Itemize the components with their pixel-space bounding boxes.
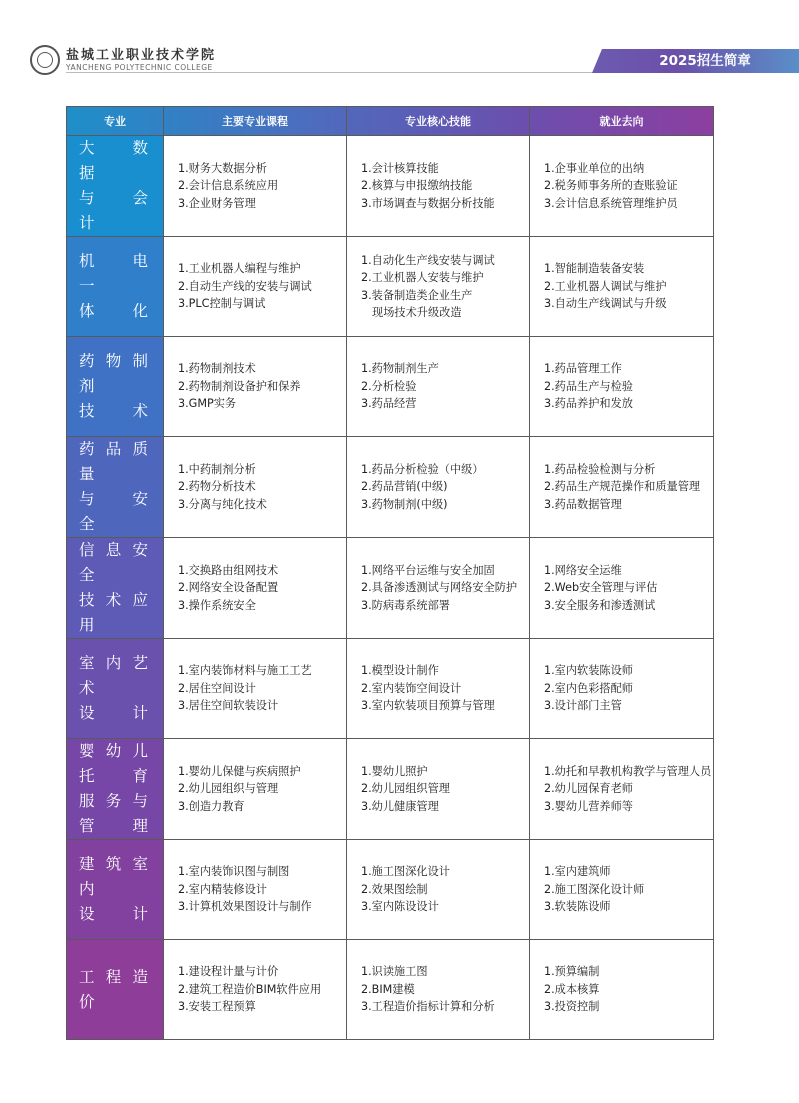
jobs-item: 2.税务师事务所的查账验证 (544, 179, 678, 193)
jobs-item: 3.设计部门主管 (544, 699, 622, 713)
major-name-line: 服务与管理 (79, 792, 154, 835)
jobs-item: 3.药品养护和发放 (544, 397, 633, 411)
jobs-item: 2.药品生产与检验 (544, 379, 633, 393)
skills-cell (347, 237, 530, 337)
courses-item: 2.药物制剂设备护和保养 (178, 379, 301, 393)
courses-item: 1.中药制剂分析 (178, 462, 256, 476)
major-name-cell (67, 237, 164, 337)
jobs-item: 1.幼托和早教机构教学与管理人员 (544, 764, 712, 778)
jobs-item: 1.室内软装陈设师 (544, 664, 633, 678)
jobs-item: 1.室内建筑师 (544, 865, 611, 879)
header-skills: 专业核心技能 (347, 107, 530, 136)
courses-item: 2.居住空间设计 (178, 681, 256, 695)
school-name-cn: 盐城工业职业技术学院 (66, 48, 217, 63)
skills-item: 3.市场调查与数据分析技能 (361, 196, 495, 210)
table-row (67, 840, 714, 940)
courses-item: 1.建设程计量与计价 (178, 965, 279, 979)
school-seal-icon (30, 45, 60, 75)
courses-item: 2.幼儿园组织与管理 (178, 782, 279, 796)
jobs-item: 2.工业机器人调试与维护 (544, 279, 667, 293)
courses-cell (164, 136, 347, 237)
courses-item: 3.居住空间软装设计 (178, 699, 279, 713)
jobs-item: 3.自动生产线调试与升级 (544, 297, 667, 311)
header-courses: 主要专业课程 (164, 107, 347, 136)
skills-item: 2.幼儿园组织管理 (361, 782, 450, 796)
jobs-item: 3.婴幼儿营养师等 (544, 799, 633, 813)
jobs-cell (530, 237, 714, 337)
skills-cell (347, 940, 530, 1040)
jobs-cell (530, 739, 714, 840)
skills-item: 3.室内陈设设计 (361, 900, 439, 914)
table-row (67, 739, 714, 840)
courses-item: 3.GMP实务 (178, 397, 237, 411)
skills-cell (347, 136, 530, 237)
skills-item: 2.具备渗透测试与网络安全防护 (361, 581, 518, 595)
skills-item: 2.药品营销(中级) (361, 480, 448, 494)
skills-cell (347, 538, 530, 639)
table-row (67, 940, 714, 1040)
skills-item: 1.药品分析检验（中级） (361, 462, 484, 476)
jobs-cell (530, 840, 714, 940)
courses-item: 3.计算机效果图设计与制作 (178, 900, 312, 914)
skills-item: 3.室内软装项目预算与管理 (361, 699, 495, 713)
jobs-item: 3.软装陈设师 (544, 900, 611, 914)
skills-cell (347, 437, 530, 538)
major-name-line: 婴幼儿托育 (79, 742, 154, 785)
skills-item: 3.幼儿健康管理 (361, 799, 439, 813)
table-row (67, 639, 714, 739)
major-name-line: 工程造价 (79, 967, 154, 1011)
jobs-item: 3.投资控制 (544, 1000, 600, 1014)
skills-cell (347, 840, 530, 940)
major-name-line: 信息安全 (79, 541, 154, 584)
courses-cell (164, 538, 347, 639)
skills-item: 2.BIM建模 (361, 982, 415, 996)
table-row (67, 237, 714, 337)
jobs-cell (530, 639, 714, 739)
courses-item: 3.创造力教育 (178, 799, 245, 813)
courses-item: 2.建筑工程造价BIM软件应用 (178, 982, 322, 996)
jobs-cell (530, 437, 714, 538)
skills-item: 现场技术升级改造 (372, 306, 462, 319)
major-name-line: 与 会 计 (79, 189, 154, 232)
skills-item: 2.分析检验 (361, 379, 417, 393)
major-name-line: 设 计 (79, 905, 154, 923)
courses-cell (164, 337, 347, 437)
jobs-cell (530, 940, 714, 1040)
major-name-line: 大 数 据 (79, 139, 154, 182)
school-name-en: YANCHENG POLYTECHNIC COLLEGE (66, 63, 213, 72)
table-row (67, 337, 714, 437)
major-name-cell (67, 437, 164, 538)
courses-item: 1.药物制剂技术 (178, 362, 256, 376)
skills-item: 1.网络平台运维与安全加固 (361, 563, 495, 577)
skills-item: 3.药品经营 (361, 397, 417, 411)
major-name-line: 体 化 (79, 302, 154, 320)
jobs-cell (530, 538, 714, 639)
header-major: 专业 (67, 107, 164, 136)
courses-item: 3.操作系统安全 (178, 598, 256, 612)
jobs-item: 2.药品生产规范操作和质量管理 (544, 480, 701, 494)
skills-item: 1.婴幼儿照护 (361, 764, 428, 778)
skills-item: 3.防病毒系统部署 (361, 598, 450, 612)
major-name-cell (67, 940, 164, 1040)
courses-item: 1.婴幼儿保健与疾病照护 (178, 764, 301, 778)
major-name-line: 建筑室内 (79, 855, 154, 898)
jobs-item: 1.网络安全运维 (544, 563, 622, 577)
jobs-item: 2.Web安全管理与评估 (544, 581, 658, 595)
major-name-line: 机 电 一 (79, 252, 154, 295)
major-name-cell (67, 337, 164, 437)
skills-item: 1.识读施工图 (361, 965, 428, 979)
jobs-item: 1.药品管理工作 (544, 362, 622, 376)
skills-item: 2.工业机器人安装与维护 (361, 271, 484, 284)
major-table (66, 106, 714, 1040)
courses-item: 2.会计信息系统应用 (178, 179, 279, 193)
major-name-line: 技术应用 (79, 591, 154, 634)
jobs-item: 1.预算编制 (544, 965, 600, 979)
jobs-item: 2.幼儿园保育老师 (544, 782, 633, 796)
courses-cell (164, 840, 347, 940)
courses-cell (164, 940, 347, 1040)
skills-item: 2.核算与申报缴纳技能 (361, 179, 473, 193)
table-body (67, 136, 714, 1040)
courses-item: 2.药物分析技术 (178, 480, 256, 494)
skills-item: 3.装备制造类企业生产 (361, 288, 473, 302)
major-name-cell (67, 639, 164, 739)
jobs-cell (530, 337, 714, 437)
major-name-line: 药物制剂 (79, 352, 154, 395)
skills-cell (347, 639, 530, 739)
major-name-cell (67, 136, 164, 237)
jobs-item: 1.智能制造装备安装 (544, 262, 645, 276)
courses-item: 2.自动生产线的安装与调试 (178, 279, 312, 293)
courses-item: 1.室内装饰识图与制图 (178, 865, 290, 879)
courses-cell (164, 639, 347, 739)
skills-cell (347, 739, 530, 840)
skills-item: 2.室内装饰空间设计 (361, 681, 462, 695)
courses-item: 3.分离与纯化技术 (178, 497, 267, 511)
courses-item: 1.室内装饰材料与施工工艺 (178, 664, 312, 678)
courses-item: 1.交换路由组网技术 (178, 563, 279, 577)
skills-item: 1.自动化生产线安装与调试 (361, 253, 495, 267)
skills-item: 1.药物制剂生产 (361, 362, 439, 376)
jobs-item: 1.企事业单位的出纳 (544, 161, 645, 175)
skills-item: 3.工程造价指标计算和分析 (361, 1000, 495, 1014)
table-row (67, 136, 714, 237)
major-name-line: 药品质量 (79, 440, 154, 483)
table-row (67, 437, 714, 538)
major-name-cell (67, 538, 164, 639)
courses-item: 2.网络安全设备配置 (178, 581, 279, 595)
jobs-item: 2.室内色彩搭配师 (544, 681, 633, 695)
jobs-item: 2.成本核算 (544, 982, 600, 996)
skills-item: 1.模型设计制作 (361, 664, 439, 678)
major-name-cell (67, 739, 164, 840)
skills-item: 3.药物制剂(中级) (361, 497, 448, 511)
courses-item: 1.财务大数据分析 (178, 161, 267, 175)
courses-cell (164, 437, 347, 538)
courses-cell (164, 739, 347, 840)
page-header (0, 0, 799, 90)
jobs-item: 3.会计信息系统管理维护员 (544, 196, 678, 210)
table-header-row (67, 107, 714, 136)
jobs-item: 1.药品检验检测与分析 (544, 462, 656, 476)
jobs-item: 3.药品数据管理 (544, 497, 622, 511)
major-name-line: 室内艺术 (79, 654, 154, 697)
skills-item: 1.会计核算技能 (361, 161, 439, 175)
skills-cell (347, 337, 530, 437)
courses-item: 1.工业机器人编程与维护 (178, 262, 301, 276)
jobs-cell (530, 136, 714, 237)
skills-item: 1.施工图深化设计 (361, 865, 450, 879)
page-title: 2025招生简章 (659, 53, 751, 69)
courses-item: 3.企业财务管理 (178, 196, 256, 210)
major-name-line: 技 术 (79, 402, 154, 420)
courses-item: 3.安装工程预算 (178, 1000, 256, 1014)
major-name-line: 与 安 全 (79, 490, 154, 533)
header-divider (66, 72, 606, 73)
table-row (67, 538, 714, 639)
header-jobs: 就业去向 (530, 107, 714, 136)
jobs-item: 3.安全服务和渗透测试 (544, 598, 656, 612)
skills-item: 2.效果图绘制 (361, 882, 428, 896)
courses-item: 3.PLC控制与调试 (178, 297, 266, 311)
courses-cell (164, 237, 347, 337)
major-name-line: 设 计 (79, 704, 154, 722)
jobs-item: 2.施工图深化设计师 (544, 882, 645, 896)
major-name-cell (67, 840, 164, 940)
courses-item: 2.室内精装修设计 (178, 882, 267, 896)
